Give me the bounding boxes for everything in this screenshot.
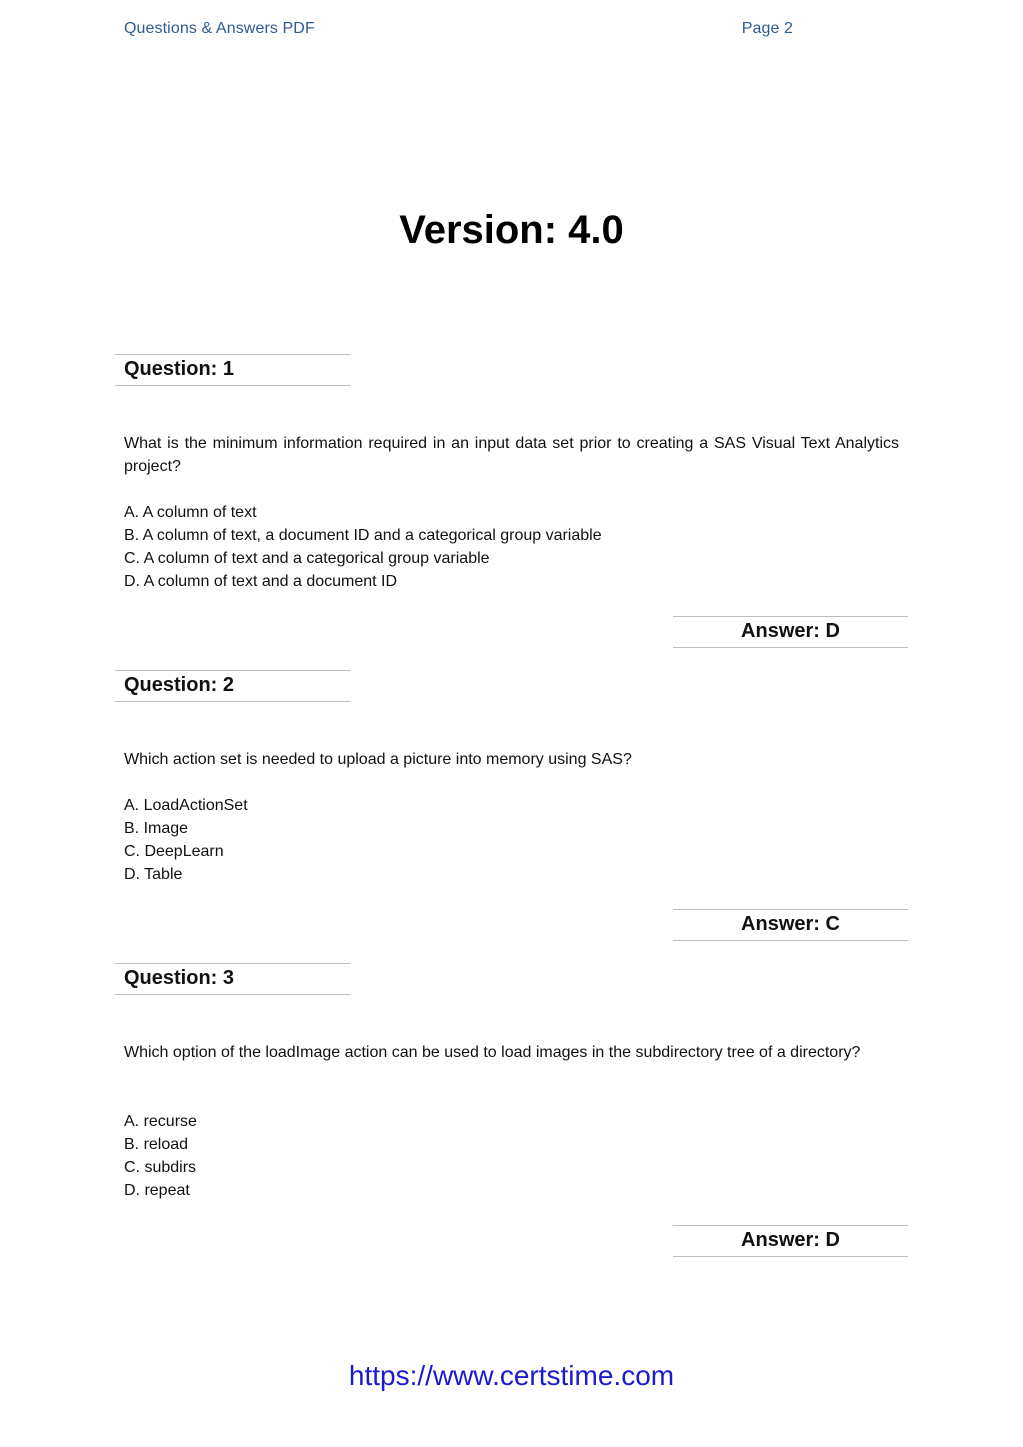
answer-label: Answer: D	[741, 1229, 840, 1251]
option-a: A. A column of text	[124, 504, 257, 521]
option-b: B. reload	[124, 1136, 189, 1153]
option-c: C. A column of text and a categorical group variable	[124, 550, 490, 567]
option-c: C. subdirs	[124, 1159, 197, 1176]
page-header	[124, 20, 793, 44]
option-b: B. A column of text, a document ID and a categorical group variable	[124, 527, 602, 544]
option-d: D. repeat	[124, 1182, 190, 1199]
option-d: D. Table	[124, 866, 183, 883]
option-a: A. recurse	[124, 1113, 197, 1130]
answer-label: Answer: C	[741, 913, 840, 935]
option-a: A. LoadActionSet	[124, 797, 248, 814]
question-3-label: Question: 3	[124, 967, 235, 989]
question-2-answer	[673, 909, 908, 941]
header-title: Questions & Answers PDF	[124, 20, 315, 37]
question-2-label: Question: 2	[124, 674, 235, 696]
question-2-options	[124, 794, 899, 886]
question-1-answer	[673, 616, 908, 648]
question-1-text: What is the minimum information required in an input data set prior to creating a SAS Visual Text Analytics project?	[124, 435, 899, 475]
version-title: Version: 4.0	[399, 208, 624, 252]
page-number: Page 2	[741, 20, 793, 37]
question-3-options	[124, 1110, 899, 1202]
question-2-text: Which action set is needed to upload a picture into memory using SAS?	[124, 751, 632, 768]
question-1-options	[124, 501, 899, 593]
question-1-label: Question: 1	[124, 358, 235, 380]
option-c: C. DeepLearn	[124, 843, 224, 860]
answer-label: Answer: D	[741, 620, 840, 642]
footer-link[interactable]: https://www.certstime.com	[348, 1360, 675, 1391]
option-b: B. Image	[124, 820, 189, 837]
option-d: D. A column of text and a document ID	[124, 573, 398, 590]
question-1-header	[115, 354, 350, 386]
question-3-text: Which option of the loadImage action can be used to load images in the subdirectory tree of a directory?	[124, 1044, 861, 1061]
question-3-answer	[673, 1225, 908, 1257]
question-3-header	[115, 963, 350, 995]
question-2-header	[115, 670, 350, 702]
